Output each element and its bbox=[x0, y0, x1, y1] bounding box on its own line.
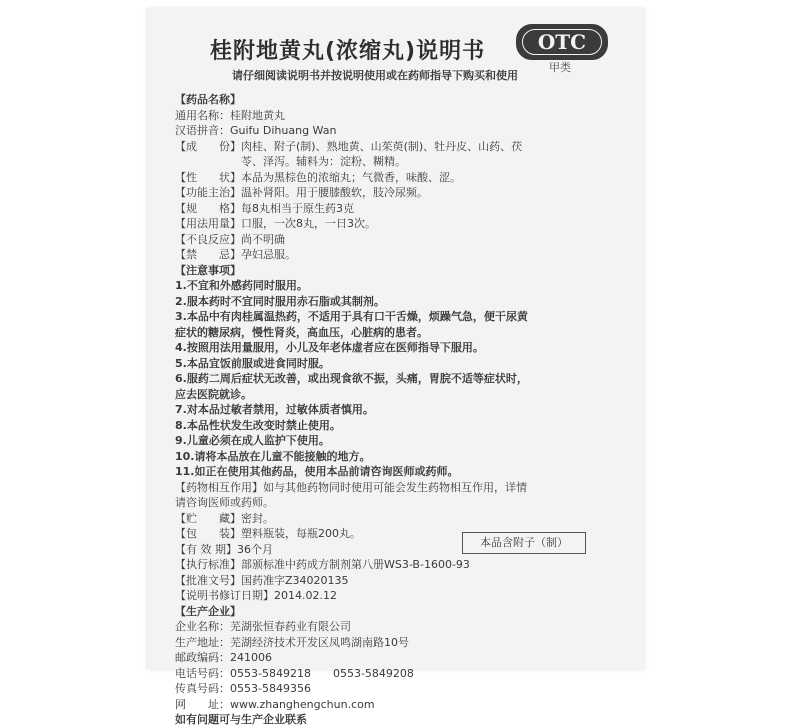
leaflet-line: 【批准文号】国药准字Z34020135 bbox=[175, 573, 349, 587]
leaflet-line: 【药物相互作用】如与其他药物同时使用可能会发生药物相互作用，详情 bbox=[175, 480, 527, 494]
ingredient-note-box: 本品含附子（制） bbox=[462, 532, 586, 554]
leaflet-line: 【生产企业】 bbox=[175, 604, 241, 618]
leaflet-line: 1.不宜和外感药同时服用。 bbox=[175, 279, 308, 292]
leaflet-line: 生产地址：芜湖经济技术开发区凤鸣湖南路10号 bbox=[175, 635, 409, 649]
leaflet-line: 【执行标准】部颁标准中药成方制剂第八册WS3-B-1600-93 bbox=[175, 558, 470, 571]
leaflet-line: 电话号码：0553-5849218 0553-5849208 bbox=[175, 666, 414, 680]
leaflet-line: 9.儿童必须在成人监护下使用。 bbox=[175, 434, 330, 447]
leaflet-line: 【禁 忌】孕妇忌服。 bbox=[175, 248, 296, 261]
leaflet-line: 汉语拼音：Guifu Dihuang Wan bbox=[175, 124, 337, 137]
leaflet-line: 企业名称：芜湖张恒春药业有限公司 bbox=[175, 620, 351, 633]
leaflet-line: 11.如正在使用其他药品，使用本品前请咨询医师或药师。 bbox=[175, 465, 459, 478]
leaflet-line: 6.服药二周后症状无改善，或出现食欲不振，头痛，胃脘不适等症状时， bbox=[175, 372, 528, 385]
leaflet-line: 苓、泽泻。辅料为：淀粉、糊精。 bbox=[175, 155, 406, 168]
leaflet-line: 3.本品中有肉桂属温热药，不适用于具有口干舌燥，烦躁气急，便干尿黄 bbox=[175, 310, 528, 323]
leaflet-line: 【不良反应】尚不明确 bbox=[175, 232, 285, 246]
leaflet-line: 【包 装】塑料瓶装，每瓶200丸。 bbox=[175, 527, 361, 540]
leaflet-line: 【用法用量】口服，一次8丸，一日3次。 bbox=[175, 217, 376, 230]
leaflet-line: 【性 状】本品为黑棕色的浓缩丸；气微香，味酸、涩。 bbox=[175, 170, 461, 184]
leaflet-line: 症状的糖尿病，慢性肾炎，高血压，心脏病的患者。 bbox=[175, 325, 428, 339]
leaflet-line: 8.本品性状发生改变时禁止使用。 bbox=[175, 418, 341, 432]
leaflet-line: 10.请将本品放在儿童不能接触的地方。 bbox=[175, 449, 371, 463]
leaflet-line: 邮政编码：241006 bbox=[175, 651, 272, 664]
leaflet-line: 7.对本品过敏者禁用，过敏体质者慎用。 bbox=[175, 403, 374, 416]
otc-logo bbox=[516, 24, 608, 60]
leaflet-title: 桂附地黄丸(浓缩丸)说明书 bbox=[210, 39, 486, 64]
leaflet-line: 如有问题可与生产企业联系 bbox=[175, 713, 307, 726]
leaflet-line: 【贮 藏】密封。 bbox=[175, 511, 274, 525]
leaflet-line: 2.服本药时不宜同时服用赤石脂或其制剂。 bbox=[175, 294, 385, 308]
leaflet-line: 4.按照用法用量服用，小儿及年老体虚者应在医师指导下服用。 bbox=[175, 341, 484, 354]
leaflet-line: 【有 效 期】36个月 bbox=[175, 542, 273, 556]
leaflet-line: 【规 格】每8丸相当于原生药3克 bbox=[175, 201, 354, 215]
leaflet-line: 【功能主治】温补肾阳。用于腰膝酸软，肢冷尿频。 bbox=[175, 186, 428, 199]
leaflet-subtitle: 请仔细阅读说明书并按说明使用或在药师指导下购买和使用 bbox=[232, 69, 518, 82]
leaflet-body bbox=[175, 92, 607, 728]
leaflet-line: 【说明书修订日期】2014.02.12 bbox=[175, 589, 337, 602]
otc-class-label: 甲类 bbox=[549, 61, 571, 74]
leaflet-line: 请咨询医师或药师。 bbox=[175, 496, 274, 509]
leaflet-line: 网 址：www.zhanghengchun.com bbox=[175, 697, 375, 711]
leaflet-line: 传真号码：0553-5849356 bbox=[175, 682, 311, 695]
otc-logo-text: OTC bbox=[522, 29, 602, 55]
leaflet-line: 应去医院就诊。 bbox=[175, 387, 252, 401]
leaflet-line: 【药品名称】 bbox=[175, 93, 241, 106]
leaflet-line: 【注意事项】 bbox=[175, 263, 241, 277]
leaflet-line: 5.本品宜饭前服或进食同时服。 bbox=[175, 356, 330, 370]
leaflet-line: 【成 份】肉桂、附子(制)、熟地黄、山茱萸(制)、牡丹皮、山药、茯 bbox=[175, 139, 523, 153]
leaflet-line: 通用名称：桂附地黄丸 bbox=[175, 108, 285, 122]
